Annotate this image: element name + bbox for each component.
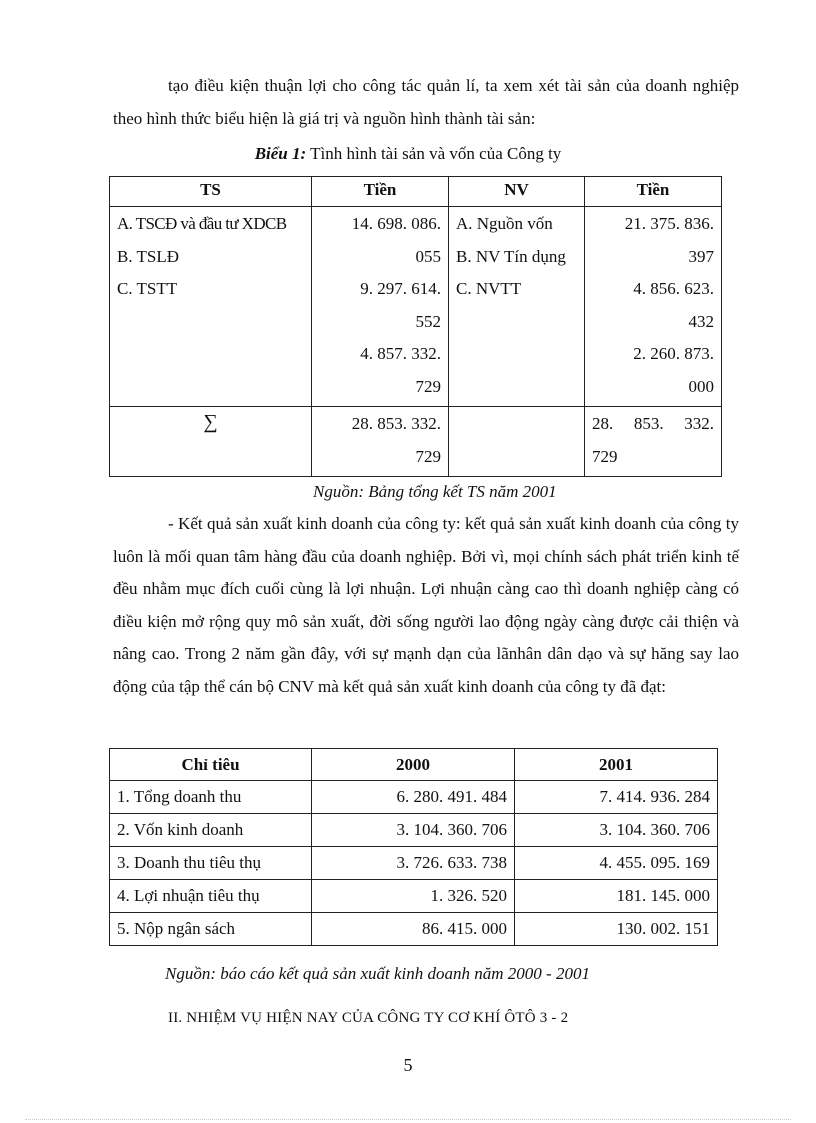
- ts-line: C. TSTT: [117, 279, 178, 298]
- money-part: 853.: [633, 414, 664, 433]
- table-row: [110, 781, 718, 814]
- table-row: [110, 913, 718, 946]
- value-2001-cell: 4. 455. 095. 169: [515, 847, 718, 880]
- money-line: 000: [688, 376, 714, 396]
- results-paragraph: - Kết quả sản xuất kinh doanh của công ty: kết quả sản xuất kinh doanh của công ty luôn là mối quan tâm hàng đầu của doanh nghiệp. Bởi vì, mọi chính sách phát triển kinh tế đều nhằm mục đích cuối cùng là lợi nhuận. Lợi nhuận càng cao thì doanh nghiệp càng có điều kiện mở rộng quy mô sản xuất, đời sống người lao động ngày càng được cải thiện và nâng cao. Trong 2 năm gần đây, với sự mạnh dạn của lãnhân dân dạo và sự hăng say lao động của tập thể cán bộ CNV mà kết quả sản xuất kinh doanh của công ty đã đạt:: [113, 514, 739, 696]
- ts-money-cell: [312, 207, 449, 407]
- page-number: 5: [403, 1055, 413, 1075]
- ts-cell: [110, 207, 312, 407]
- money-line: 28. 853. 332.: [351, 414, 441, 433]
- money-line: 397: [688, 246, 714, 266]
- money-line: 2. 260. 873.: [633, 344, 714, 363]
- nv-line: A. Nguồn vốn: [456, 214, 553, 233]
- indicator-cell: 5. Nộp ngân sách: [110, 913, 312, 946]
- money-line: 729: [415, 446, 441, 466]
- intro-paragraph: tạo điều kiện thuận lợi cho công tác quản lí, ta xem xét tài sản của doanh nghiệp theo hình thức biểu hiện là giá trị và nguồn hình thành tài sản:: [113, 76, 739, 128]
- table1-source: Nguồn: Bảng tổng kết TS năm 2001: [313, 482, 557, 501]
- money-line: 4. 856. 623.: [633, 279, 714, 298]
- value-2000-cell: 3. 104. 360. 706: [312, 814, 515, 847]
- header-money-ts: Tiền: [312, 177, 449, 207]
- value-2001-cell: 7. 414. 936. 284: [515, 781, 718, 814]
- sum-ts-money: [312, 407, 449, 477]
- header-ts: TS: [110, 177, 312, 207]
- value-2001-cell: 130. 002. 151: [515, 913, 718, 946]
- nv-line: B. NV Tín dụng: [456, 246, 566, 266]
- money-line: 4. 857. 332.: [360, 344, 441, 363]
- table-header-row: [110, 749, 718, 781]
- money-line: 14. 698. 086.: [351, 214, 441, 233]
- section-heading: II. NHIỆM VỤ HIỆN NAY CỦA CÔNG TY CƠ KHÍ ÔTÔ 3 - 2: [168, 1010, 569, 1026]
- indicator-cell: 1. Tổng doanh thu: [110, 781, 312, 814]
- header-money-nv: Tiền: [585, 177, 722, 207]
- nv-line: C. NVTT: [456, 279, 522, 298]
- table1-title: [0, 142, 816, 166]
- money-line: 9. 297. 614.: [360, 279, 441, 298]
- value-2000-cell: 1. 326. 520: [312, 880, 515, 913]
- value-2001-cell: 3. 104. 360. 706: [515, 814, 718, 847]
- page-bottom-divider: [25, 1119, 791, 1120]
- money-part: 28.: [592, 414, 614, 433]
- nv-cell: [449, 207, 585, 407]
- sum-nv-money: [585, 407, 722, 477]
- ts-line: A. TSCĐ và đầu tư XDCB: [117, 214, 287, 233]
- sum-nv-empty: [449, 407, 585, 477]
- assets-capital-table: [109, 176, 722, 477]
- value-2000-cell: 86. 415. 000: [312, 913, 515, 946]
- header-2001: 2001: [515, 749, 718, 781]
- money-line: 552: [415, 311, 441, 331]
- value-2000-cell: 3. 726. 633. 738: [312, 847, 515, 880]
- table2-source: Nguồn: báo cáo kết quả sản xuất kinh doanh năm 2000 - 2001: [165, 964, 590, 983]
- table-sum-row: [110, 407, 722, 477]
- table-header-row: [110, 177, 722, 207]
- money-line: 729: [415, 376, 441, 396]
- table-row: [110, 207, 722, 407]
- table-row: [110, 880, 718, 913]
- money-line: 055: [415, 246, 441, 266]
- value-2000-cell: 6. 280. 491. 484: [312, 781, 515, 814]
- money-line: 729: [592, 446, 618, 466]
- ts-line: B. TSLĐ: [117, 246, 180, 266]
- table1-title-text: Tình hình tài sản và vốn của Công ty: [306, 144, 562, 163]
- money-line: 21. 375. 836.: [624, 214, 714, 233]
- nv-money-cell: [585, 207, 722, 407]
- table-row: [110, 847, 718, 880]
- money-line: 432: [688, 311, 714, 331]
- header-2000: 2000: [312, 749, 515, 781]
- header-indicator: Chỉ tiêu: [110, 749, 312, 781]
- header-nv: NV: [449, 177, 585, 207]
- money-part: 332.: [684, 414, 714, 433]
- indicator-cell: 2. Vốn kinh doanh: [110, 814, 312, 847]
- sum-symbol: ∑: [110, 407, 312, 477]
- indicator-cell: 4. Lợi nhuận tiêu thụ: [110, 880, 312, 913]
- table1-title-label: Biểu 1:: [254, 144, 307, 163]
- business-results-table: [109, 748, 718, 946]
- money-line: [592, 411, 714, 444]
- table-row: [110, 814, 718, 847]
- value-2001-cell: 181. 145. 000: [515, 880, 718, 913]
- indicator-cell: 3. Doanh thu tiêu thụ: [110, 847, 312, 880]
